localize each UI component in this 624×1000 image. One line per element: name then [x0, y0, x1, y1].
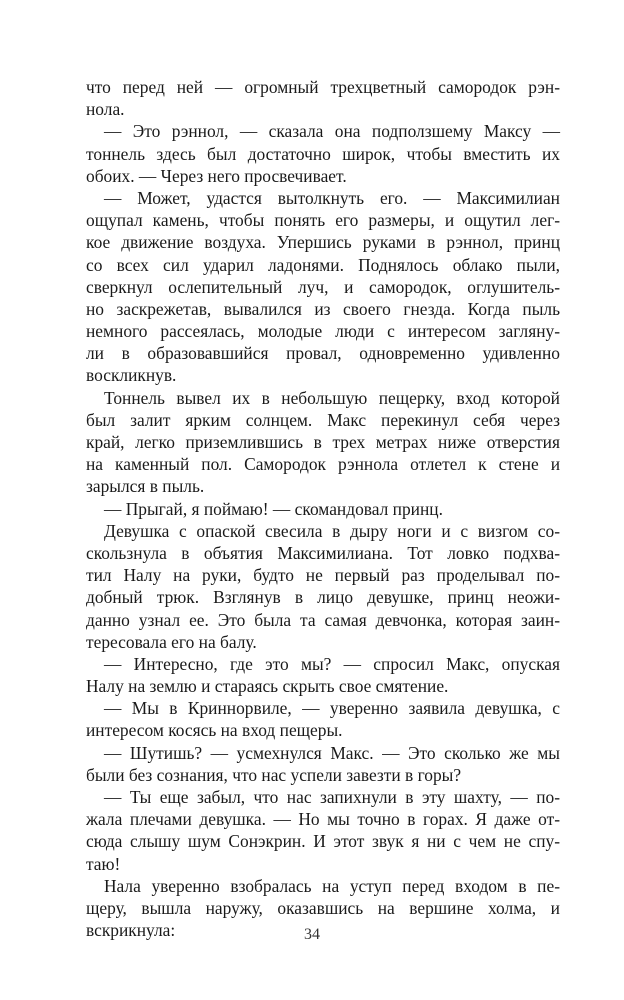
text-line: был залит ярким солнцем. Макс перекинул себя через	[86, 409, 560, 430]
text-line: тоннель здесь был достаточно широк, чтобы вместить их	[86, 143, 560, 164]
text-line: ощупал камень, чтобы понять его размеры, и ощутил лег-	[86, 210, 560, 231]
text-line: вскрикнула:	[86, 920, 176, 941]
text-line: — Интересно, где это мы? — спросил Макс, опуская	[104, 653, 560, 674]
page-number: 34	[304, 926, 320, 943]
text-line: что перед ней — огромный трехцветный самородок рэн-	[86, 77, 560, 97]
text-line: таю!	[86, 853, 121, 874]
paragraph	[86, 653, 560, 697]
text-line: нола.	[86, 99, 125, 120]
text-line: на каменный пол. Самородок рэннола отлетел к стене и	[86, 454, 560, 475]
paragraph	[86, 498, 560, 520]
text-line: со всех сил ударил ладонями. Поднялось облако пыли,	[86, 254, 560, 275]
text-line: были без сознания, что нас успели завезти в горы?	[86, 764, 462, 785]
text-line: воскликнув.	[86, 365, 177, 386]
text-line: данно узнал ее. Это была та самая девчонка, которая заин-	[86, 609, 560, 630]
text-line: добный трюк. Взглянув в лицо девушке, принц неожи-	[86, 587, 560, 608]
text-line: кое движение воздуха. Упершись руками в рэннол, принц	[86, 232, 560, 253]
text-line: Тоннель вывел их в небольшую пещерку, вход которой	[104, 387, 560, 408]
paragraph	[86, 786, 560, 875]
text-line: Нала уверенно взобралась на уступ перед входом в пе-	[104, 875, 560, 896]
text-line: — Может, удастся вытолкнуть его. — Максимилиан	[104, 187, 560, 208]
text-line: интересом косясь на вход пещеры.	[86, 720, 343, 741]
text-line: — Мы в Криннорвиле, — уверенно заявила девушка, с	[104, 698, 560, 719]
text-line: тересовала его на балу.	[86, 631, 257, 652]
paragraph	[86, 120, 560, 187]
text-line: зарылся в пыль.	[86, 476, 205, 497]
text-line: Девушка с опаской свесила в дыру ноги и с визгом со-	[104, 520, 560, 541]
text-line: Налу на землю и стараясь скрыть свое смятение.	[86, 676, 449, 697]
paragraph	[86, 742, 560, 786]
text-line: край, легко приземлившись в трех метрах ниже отверстия	[86, 432, 560, 452]
text-line: — Это рэннол, — сказала она подползшему Максу —	[104, 121, 560, 142]
page-body	[86, 76, 560, 941]
text-line: — Ты еще забыл, что нас запихнули в эту шахту, — по-	[104, 787, 560, 807]
text-line: ли в образовавшийся провал, одновременно удивленно	[86, 343, 560, 364]
text-line: сюда слышу шум Сонэкрин. И этот звук я ни с чем не спу-	[86, 831, 560, 852]
paragraph	[86, 187, 560, 387]
paragraph	[86, 697, 560, 741]
text-line: тил Налу на руки, будто не первый раз проделывал по-	[86, 565, 560, 586]
text-line: щеру, вышла наружу, оказавшись на вершине холма, и	[86, 897, 560, 918]
text-line: — Прыгай, я поймаю! — скомандовал принц.	[104, 498, 443, 519]
text-line: обоих. — Через него просвечивает.	[86, 165, 347, 186]
text-line: сверкнул ослепительный луч, и самородок, оглушитель-	[86, 276, 560, 297]
paragraph	[86, 387, 560, 498]
paragraph	[86, 520, 560, 653]
paragraph	[86, 76, 560, 120]
text-line: немного рассеялась, молодые люди с интересом загляну-	[86, 321, 560, 342]
text-line: скользнула в объятия Максимилиана. Тот ловко подхва-	[86, 542, 560, 563]
text-line: жала плечами девушка. — Но мы точно в горах. Я даже от-	[86, 809, 560, 830]
text-line: — Шутишь? — усмехнулся Макс. — Это сколько же мы	[104, 742, 560, 763]
text-line: но заскрежетав, вывалился из своего гнезда. Когда пыль	[86, 298, 560, 319]
